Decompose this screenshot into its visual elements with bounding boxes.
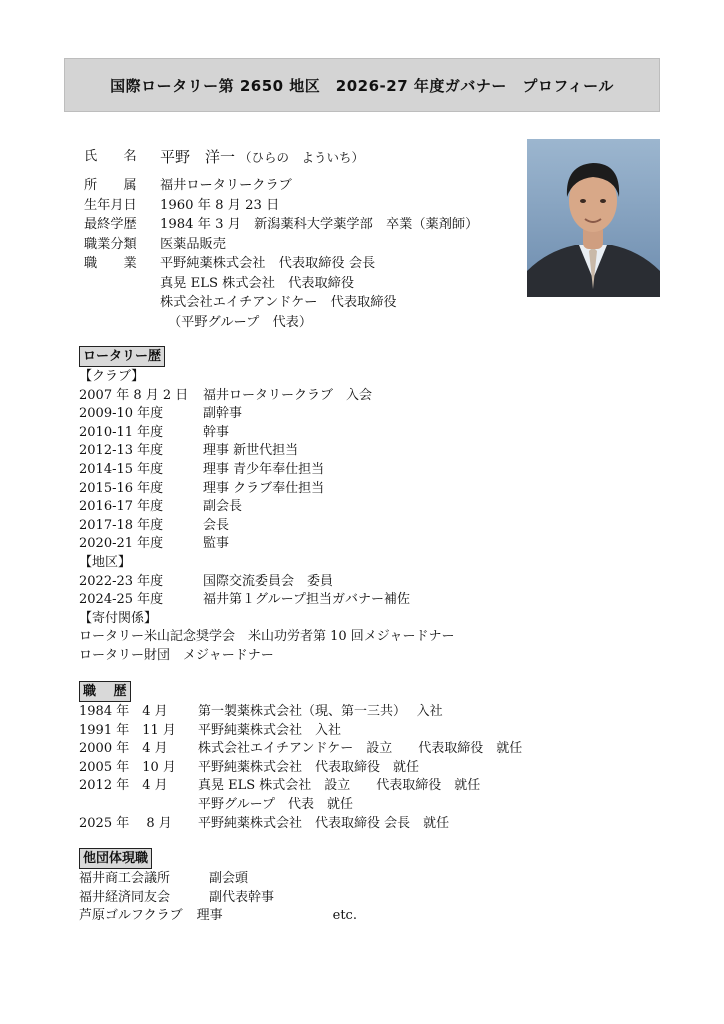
profile-education-row [84, 215, 478, 235]
list-item: 2009-10 年度 副幹事 [79, 406, 243, 422]
profile-name-row [84, 144, 478, 170]
section-heading: 職 歴 [79, 681, 131, 702]
name-label: 氏 名 [84, 149, 137, 164]
classification-value: 医薬品販売 [160, 236, 226, 252]
birth-label: 生年月日 [84, 197, 137, 213]
portrait-photo [527, 139, 660, 297]
list-item: 2020-21 年度 監事 [79, 536, 230, 552]
education-value: 1984 年 3 月 新潟薬科大学薬学部 卒業（薬剤師） [160, 217, 479, 232]
person-name: 平野 洋一 [160, 148, 236, 166]
list-item: ロータリー米山記念奨学会 米山功労者第 10 回メジャードナー [79, 629, 455, 645]
list-item: 2014-15 年度 理事 青少年奉仕担当 [79, 461, 325, 477]
list-item: 2012-13 年度 理事 新世代担当 [79, 443, 299, 459]
profile-classification-row [84, 235, 478, 255]
subsection-heading: 【地区】 [79, 554, 132, 570]
page-title-banner [64, 58, 660, 112]
profile-occupation-row [84, 313, 478, 333]
list-item: 2000 年 4 月 株式会社エイチアンドケー 設立 代表取締役 就任 [79, 741, 523, 757]
list-item: 福井商工会議所 副会頭 [79, 871, 249, 886]
list-item: 芦原ゴルフクラブ 理事 etc. [79, 907, 357, 926]
occupation-value: 平野純薬株式会社 代表取締役 会長 [160, 256, 376, 271]
profile-occupation-row [84, 254, 478, 274]
occupation-value: （平野グループ 代表） [168, 314, 313, 330]
list-item: 2005 年 10 月 平野純薬株式会社 代表取締役 就任 [79, 759, 420, 775]
rotary-history-section [79, 346, 455, 666]
name-reading: （ひらの よういち） [239, 150, 365, 165]
occupation-value: 真晃 ELS 株式会社 代表取締役 [160, 275, 355, 291]
list-item: 2025 年 8 月 平野純薬株式会社 代表取締役 会長 就任 [79, 815, 450, 831]
list-item: 2022-23 年度 国際交流委員会 委員 [79, 573, 334, 589]
list-item: 1984 年 4 月 第一製薬株式会社（現、第一三共） 入社 [79, 704, 443, 719]
list-item: 平野グループ 代表 就任 [198, 796, 353, 812]
list-item: 福井経済同友会 副代表幹事 [79, 889, 275, 905]
section-heading: 他団体現職 [79, 848, 152, 869]
list-item: 2010-11 年度 幹事 [79, 424, 230, 440]
birth-value: 1960 年 8 月 23 日 [160, 197, 280, 213]
classification-label: 職業分類 [84, 236, 137, 252]
profile-block [84, 144, 478, 332]
club-label: 所 属 [84, 178, 137, 193]
profile-occupation-row [84, 293, 478, 313]
occupation-label: 職 業 [84, 256, 137, 271]
career-section [79, 681, 522, 833]
etc-label: etc. [332, 908, 357, 924]
list-item: 2015-16 年度 理事 クラブ奉仕担当 [79, 480, 325, 496]
list-item: 2016-17 年度 副会長 [79, 499, 243, 515]
list-item: 2024-25 年度 福井第１グループ担当ガバナー補佐 [79, 592, 410, 608]
list-item: 2017-18 年度 会長 [79, 517, 230, 533]
portrait-icon [527, 139, 660, 297]
other-positions-section [79, 848, 357, 926]
subsection-heading: 【クラブ】 [79, 369, 145, 384]
list-item: 2007 年 8 月 2 日 福井ロータリークラブ 入会 [79, 387, 373, 403]
profile-occupation-row [84, 274, 478, 294]
subsection-heading: 【寄付関係】 [79, 610, 158, 626]
section-heading: ロータリー歴 [79, 346, 165, 367]
education-label: 最終学歴 [84, 217, 137, 232]
list-item: 1991 年 11 月 平野純薬株式会社 入社 [79, 722, 342, 738]
page-title: 国際ロータリー第 2650 地区 2026-27 年度ガバナー プロフィール [110, 76, 614, 95]
profile-club-row [84, 176, 478, 196]
occupation-value: 株式会社エイチアンドケー 代表取締役 [160, 295, 397, 310]
profile-birth-row [84, 196, 478, 216]
list-item: 2012 年 4 月 真晃 ELS 株式会社 設立 代表取締役 就任 [79, 778, 481, 794]
club-value: 福井ロータリークラブ [160, 178, 292, 193]
list-item: ロータリー財団 メジャードナー [79, 647, 274, 663]
